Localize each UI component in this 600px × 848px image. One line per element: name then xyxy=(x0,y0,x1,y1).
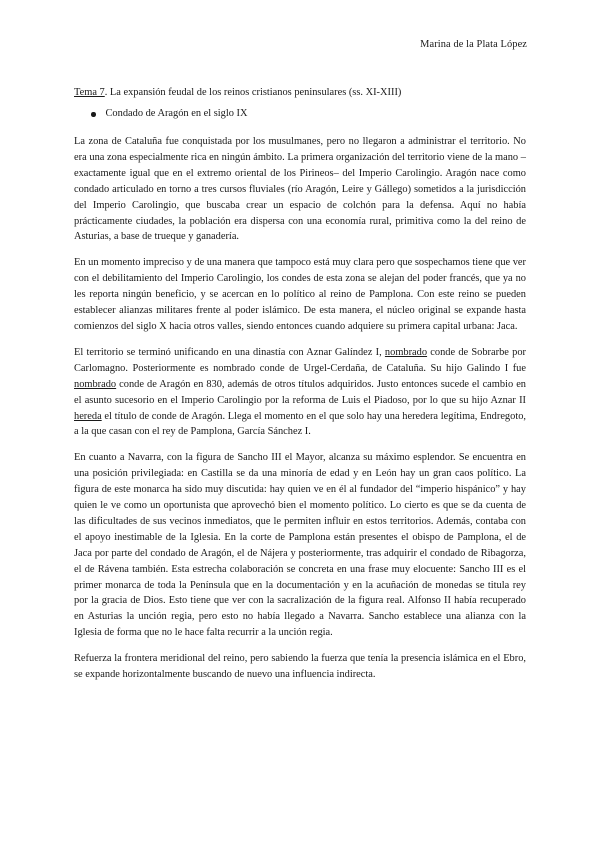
topic-label: Tema 7 xyxy=(74,87,105,98)
paragraph-5: Refuerza la frontera meridional del reino, pero sabiendo la fuerza que tenía la presencia islámica en el Ebro, se expande horizontalmente buscando de nuevo una influencia indirecta. xyxy=(74,653,526,681)
document-body xyxy=(74,86,526,693)
paragraph-1: La zona de Cataluña fue conquistada por los musulmanes, pero no llegaron a administrar el territorio. No era una zona especialmente rica en ningún ámbito. La primera organización del territorio viene de la mano –exactamente igual que en el extremo oriental de los Pirineos– del Imperio Carolingio. Aragón nace como condado articulado en torno a tres cursos fluviales (río Aragón, Leire y Gállego) sometidos a la jurisdicción del Imperio Carolingio, que buscaba crear un espacio de colchón para la defensa. Aquí no había prácticamente ciudades, la población era dispersa con una economía rural, primitiva como la del reino de Asturias, a base de trueque y ganadería. xyxy=(74,136,526,243)
bullet-dot-icon xyxy=(91,112,96,117)
topic-text: . La expansión feudal de los reinos cristianos peninsulares (ss. XI-XIII) xyxy=(104,87,402,98)
underlined-word-nombrado-2: nombrado xyxy=(74,378,117,390)
topic-title xyxy=(74,86,526,100)
paragraph-3-text-b: conde de Sobrarbe por Carlomagno. Posteriormente es nombrado conde de Urgel-Cerdaña, de Cataluña. Su hijo Galindo I fue xyxy=(74,346,526,374)
paragraph-2: En un momento impreciso y de una manera que tampoco está muy clara pero que sospechamos tiene que ver con el debilitamiento del Imperio Carolingio, los condes de esta zona se alejan del poder francés, que ya no les reporta ningún beneficio, y se acercan en lo político al reino de Pamplona. Con este reino se pueden establecer alianzas militares frente al poder islámico. De esta manera, el núcleo original se expande hasta comienzos del siglo X hacia otros valles, siendo entonces cuando adquiere su primera capital urbana: Jaca. xyxy=(74,257,526,332)
paragraph-4: En cuanto a Navarra, con la figura de Sancho III el Mayor, alcanza su máximo esplendor. Se encuentra en una posición privilegiada: en Castilla se da una minoría de edad y en León hay un gran caos político. La figura de este monarca ha sido muy discutida: hay quien ve en él al fundador del “imperio hispánico” y hay quien le ve como un oportunista que aprovechó bien el momento político. Lo cierto es que se da cuenta de las dificultades de sus vecinos inmediatos, que le permiten influir en estos territorios. Además, contaba con el apoyo inestimable de la Iglesia. En la corte de Pamplona están presentes el obispo de Pamplona, el de Jaca por parte del condado de Aragón, el de Nájera y posteriormente, tras adquirir el condado de Ribagorza, el de Rávena también. Esta estrecha colaboración se concreta en una frase muy elocuente: Sancho III es el primer monarca de toda la Península que en la documentación y en la acuñación de monedas se titula rey por la gracia de Dios. Esto tiene que ver con la sacralización de la figura real. Alfonso II había recuperado en Asturias la unción regia, pero esto no había llegado a Navarra. Sancho establece una alianza con la Iglesia de forma que no le hace falta recurrir a la unción regia. xyxy=(74,452,526,639)
underlined-word-nombrado-1: nombrado xyxy=(384,346,428,358)
section-heading: Condado de Aragón en el siglo IX xyxy=(105,108,248,119)
paragraph-3 xyxy=(74,345,526,440)
paragraph-3-text-d: el título de conde de Aragón. Llega el momento en el que solo hay una heredera legítima, Endregoto, a la que casan con el rey de Pamplona, García Sánchez I. xyxy=(74,410,526,438)
section-bullet xyxy=(86,107,526,121)
author-name: Marina de la Plata López xyxy=(420,39,527,50)
paragraph-3-text-a: El territorio se terminó unificando en una dinastía con Aznar Galíndez I, xyxy=(74,346,385,358)
paragraph-3-text-c: conde de Aragón en 830, además de otros títulos adquiridos. Justo entonces sucede el cambio en el asunto sucesorio en el Imperio Carolingio por la reforma de Luis el Piadoso, por lo que su hijo Aznar II xyxy=(74,378,526,406)
underlined-word-hereda: hereda xyxy=(74,410,102,422)
